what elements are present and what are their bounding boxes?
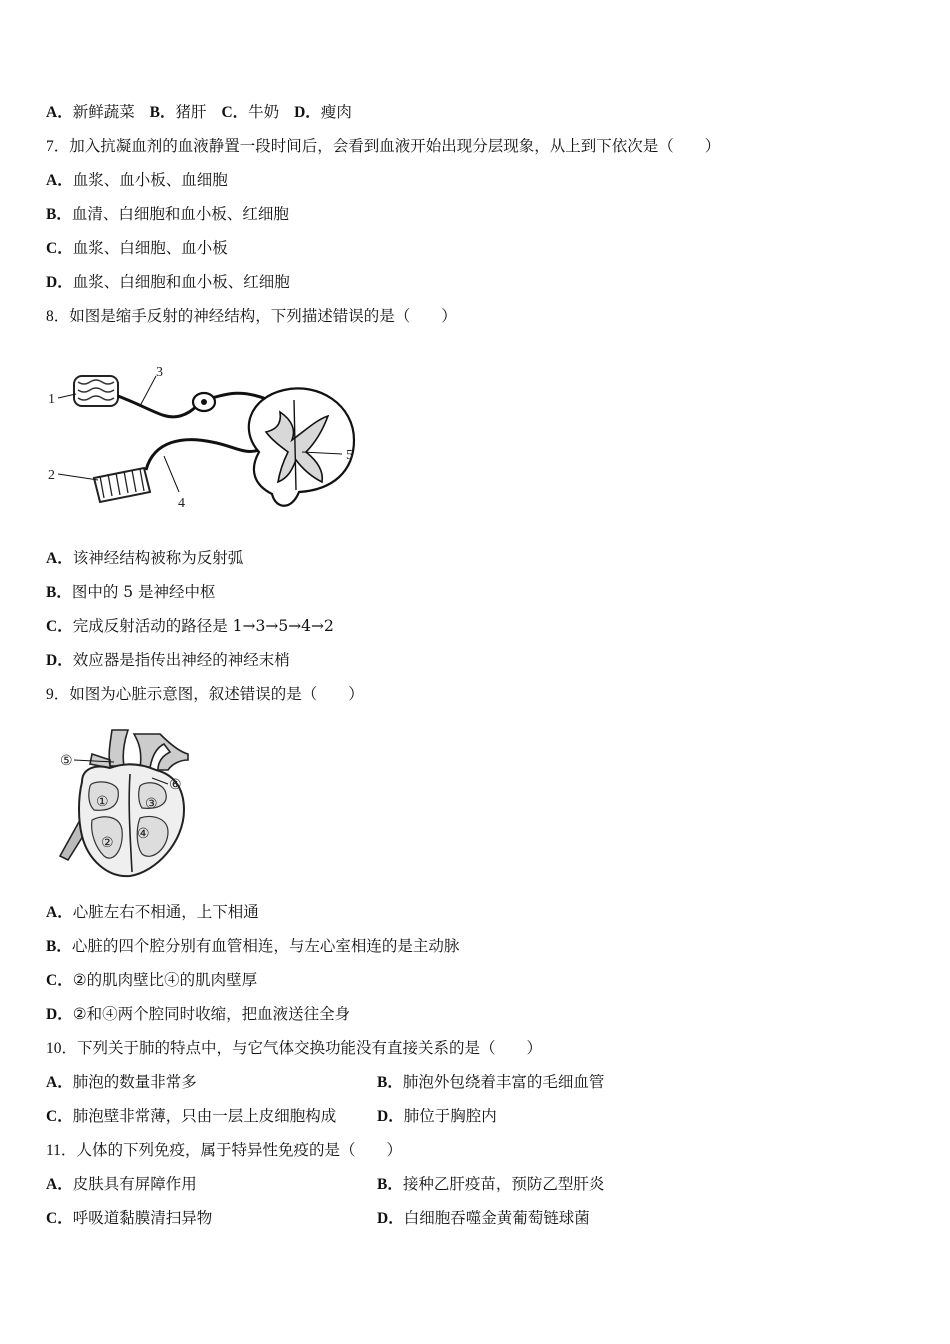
option-letter: D． (377, 1210, 404, 1227)
option-letter: B． (377, 1074, 403, 1091)
q8-option-d (46, 650, 290, 671)
q6-option-a-text: 新鲜蔬菜 (72, 103, 135, 121)
option-letter: D． (46, 274, 73, 291)
option-text: 皮肤具有屏障作用 (72, 1175, 197, 1193)
q9-option-a (46, 902, 259, 923)
q10-option-c (46, 1106, 336, 1127)
q11-option-b (377, 1174, 604, 1195)
option-text: ②和④两个腔同时收缩，把血液送往全身 (72, 1005, 351, 1023)
q10-option-d (377, 1106, 497, 1127)
option-text: 肺泡壁非常薄，只由一层上皮细胞构成 (72, 1107, 337, 1125)
reflex-label-4: 4 (178, 496, 185, 511)
q7-option-a (46, 170, 228, 191)
option-text: 肺泡的数量非常多 (72, 1073, 197, 1091)
q8-number: 8． (46, 308, 70, 325)
q6-option-d-letter: D． (294, 104, 321, 121)
q8-option-c (46, 616, 334, 637)
q6-options-line (46, 102, 352, 123)
q11-stem (46, 1140, 402, 1161)
q7-number: 7． (46, 138, 70, 155)
q6-option-c-text: 牛奶 (248, 103, 280, 121)
q10-number: 10． (46, 1040, 78, 1057)
heart-label-1: ① (96, 795, 109, 810)
q8-stem (46, 306, 457, 327)
q7-option-c (46, 238, 228, 259)
option-text: 图中的 5 是神经中枢 (71, 583, 216, 601)
heart-label-2: ② (101, 836, 114, 851)
q8-option-a (46, 548, 243, 569)
reflex-arc-figure (44, 360, 364, 515)
option-text: 心脏的四个腔分别有血管相连，与左心室相连的是主动脉 (71, 937, 460, 955)
q7-stem (46, 136, 720, 157)
q9-number: 9． (46, 686, 70, 703)
q6-option-c-letter: C． (221, 104, 249, 121)
spinal-cord (249, 388, 354, 505)
heart-label-4: ④ (137, 827, 150, 842)
option-letter: A． (46, 1176, 73, 1193)
q10-stem (46, 1038, 542, 1059)
option-letter: B． (377, 1176, 403, 1193)
q6-option-d-text: 瘦肉 (320, 103, 352, 121)
option-letter: C． (46, 972, 73, 989)
q9-option-b (46, 936, 459, 957)
heart-label-5: ⑤ (60, 754, 73, 769)
q8-option-b (46, 582, 216, 603)
option-letter: A． (46, 1074, 73, 1091)
option-letter: C． (46, 1210, 73, 1227)
reflex-label-2: 2 (48, 468, 55, 483)
q7-option-d (46, 272, 290, 293)
q10-stem-text: 下列关于肺的特点中，与它气体交换功能没有直接关系的是（ ） (77, 1039, 543, 1057)
q9-option-d (46, 1004, 350, 1025)
q11-option-c (46, 1208, 212, 1229)
option-text: 心脏左右不相通，上下相通 (72, 903, 259, 921)
option-text: 肺泡外包绕着丰富的毛细血管 (402, 1073, 605, 1091)
q11-option-d (377, 1208, 590, 1229)
option-text: 呼吸道黏膜清扫异物 (72, 1209, 213, 1227)
option-letter: B． (46, 206, 72, 223)
q6-option-b-text: 猪肝 (175, 103, 207, 121)
option-letter: B． (46, 584, 72, 601)
q6-option-a-letter: A． (46, 104, 73, 121)
reflex-label-5: 5 (346, 448, 353, 463)
q9-option-c (46, 970, 257, 991)
option-letter: C． (46, 618, 73, 635)
option-text: 血浆、白细胞、血小板 (72, 239, 228, 257)
reflex-label-3: 3 (156, 365, 163, 380)
option-text: 血浆、血小板、血细胞 (72, 171, 228, 189)
heart-figure (52, 724, 192, 884)
efferent-nerve (146, 440, 259, 470)
receptor-skin (74, 376, 118, 406)
q7-stem-text: 加入抗凝血剂的血液静置一段时间后，会看到血液开始出现分层现象，从上到下依次是（ ） (69, 137, 721, 155)
option-text: 白细胞吞噬金黄葡萄链球菌 (403, 1209, 590, 1227)
q11-option-a (46, 1174, 197, 1195)
q9-stem (46, 684, 364, 705)
effector-muscle (94, 468, 150, 502)
q11-stem-text: 人体的下列免疫，属于特异性免疫的是（ ） (76, 1141, 402, 1159)
q9-stem-text: 如图为心脏示意图，叙述错误的是（ ） (69, 685, 364, 703)
option-letter: A． (46, 550, 73, 567)
q11-number: 11． (46, 1142, 77, 1159)
reflex-label-1: 1 (48, 392, 55, 407)
option-letter: A． (46, 904, 73, 921)
option-letter: A． (46, 172, 73, 189)
option-letter: D． (46, 652, 73, 669)
option-letter: C． (46, 1108, 73, 1125)
option-text: 该神经结构被称为反射弧 (72, 549, 244, 567)
q6-option-b-letter: B． (149, 104, 176, 121)
heart-label-3: ③ (145, 797, 158, 812)
option-text: 血清、白细胞和血小板、红细胞 (71, 205, 289, 223)
q8-stem-text: 如图是缩手反射的神经结构，下列描述错误的是（ ） (69, 307, 457, 325)
option-text: 完成反射活动的路径是 1→3→5→4→2 (72, 617, 334, 635)
option-text: 肺位于胸腔内 (403, 1107, 497, 1125)
option-text: 效应器是指传出神经的神经末梢 (72, 651, 290, 669)
q7-option-b (46, 204, 289, 225)
q10-option-a (46, 1072, 197, 1093)
option-text: ②的肌肉壁比④的肌肉壁厚 (72, 971, 258, 989)
option-text: 血浆、白细胞和血小板、红细胞 (72, 273, 290, 291)
option-letter: D． (46, 1006, 73, 1023)
option-text: 接种乙肝疫苗，预防乙型肝炎 (402, 1175, 605, 1193)
option-letter: D． (377, 1108, 404, 1125)
heart-label-6: ⑥ (169, 778, 182, 793)
option-letter: B． (46, 938, 72, 955)
q10-option-b (377, 1072, 604, 1093)
option-letter: C． (46, 240, 73, 257)
